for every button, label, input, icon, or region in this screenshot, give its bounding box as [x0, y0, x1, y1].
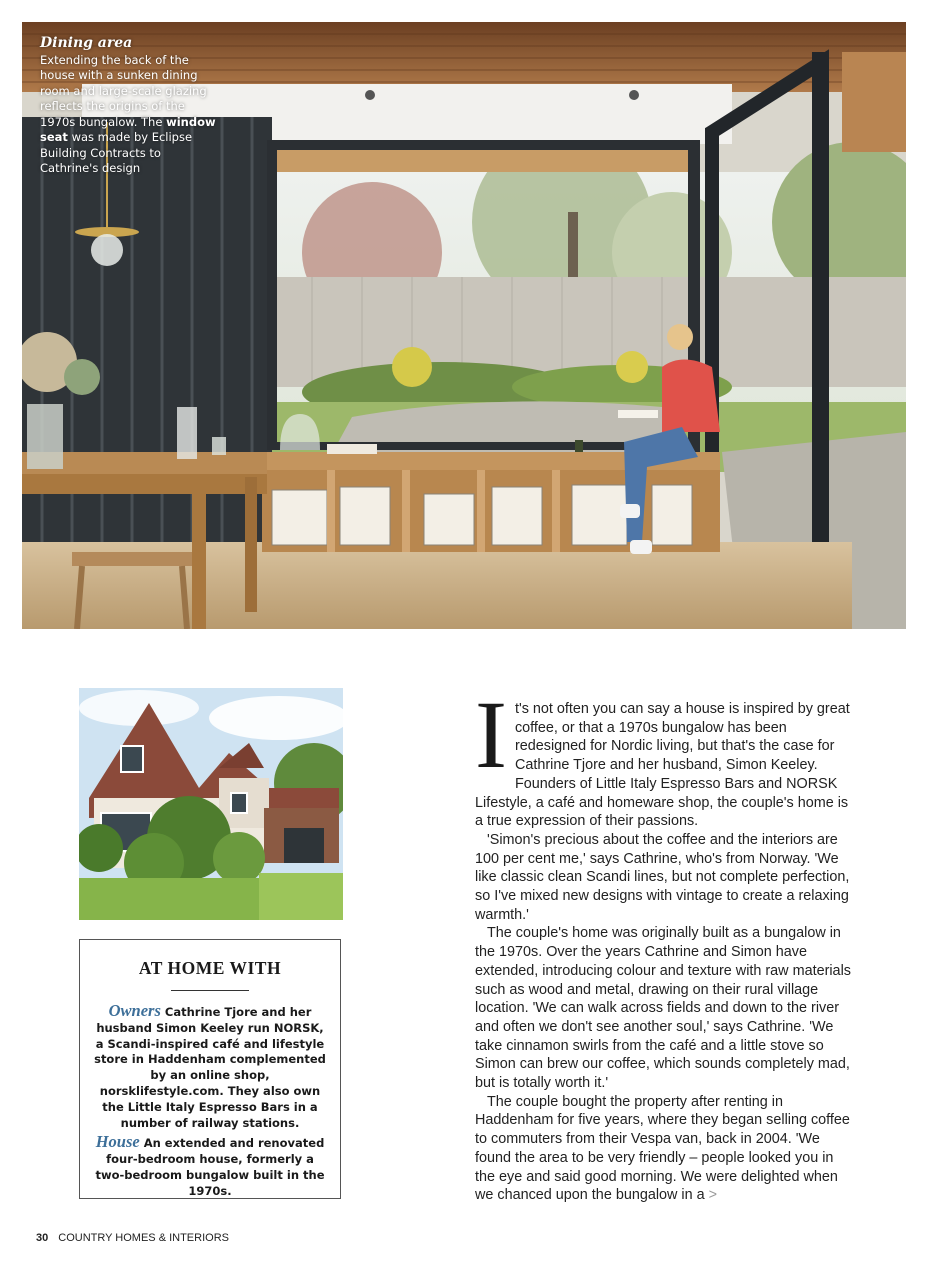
caption-text: Extending the back of the house with a sunken dining room and large-scale glazing reflects the origins of the 1970s bungalow. The	[40, 52, 207, 129]
house-paragraph	[92, 1134, 328, 1199]
page-number: 30	[36, 1232, 49, 1244]
article-paragraph-4	[475, 1093, 855, 1205]
paragraph-4-text: The couple bought the property after renting in Haddenham for five years, where they began selling coffee to commuters from their Vespa van, back in 2004. 'We found the area to be very friendly – people looked you in the eye and said good morning. We were delighted when we chanced upon the bungalow in a	[475, 1093, 850, 1204]
article-paragraph-3: The couple's home was originally built as a bungalow in the 1970s. Over the years Cathrine and Simon have extended, introducing colour and texture with raw materials such as wood and metal, drawing on their rural village location. 'We can walk across fields and down to the river and often we don't see another soul,' says Cathrine. 'We take cinnamon swirls from the café and a little stove so Simon can brew our coffee, which sounds completely mad, but is totally worth it.'	[475, 925, 851, 1092]
divider	[171, 990, 249, 991]
continue-arrow-icon: >	[708, 1187, 718, 1204]
house-text: An extended and renovated four-bedroom house, formerly a two-bedroom bungalow built in the 1970s.	[95, 1136, 325, 1198]
paragraph-1-text: t's not often you can say a house is inspired by great coffee, or that a 1970s bungalow has been redesigned for Nordic living, but that's the case for Cathrine Tjore and her husband, Simon Keeley. Founders of Little Italy Espresso Bars and NORSK Lifestyle, a café and homeware shop, the couple's home is a true expression of their passions.	[475, 701, 850, 830]
caption-title: Dining area	[40, 35, 133, 51]
caption-bold-text: window seat	[40, 114, 216, 144]
house-exterior-photo	[79, 688, 343, 920]
house-illustration	[79, 688, 343, 920]
article-body	[475, 681, 855, 1205]
article-paragraph-2: 'Simon's precious about the coffee and the interiors are 100 per cent me,' says Cathrine, who's from Norway. 'We like classic clean Scandi lines, but not complete perfection, so I've mixed new designs with vintage to create a relaxing warmth.'	[475, 831, 850, 923]
at-home-with-box	[79, 939, 341, 1199]
hero-caption	[40, 36, 220, 177]
house-label: House	[95, 1132, 140, 1152]
hero-photo	[22, 22, 906, 629]
drop-cap: I	[475, 681, 507, 788]
caption-text-end: was made by Eclipse Building Contracts to Cathrine's design	[40, 130, 193, 175]
owners-label: Owners	[108, 1001, 161, 1020]
article-paragraph-1	[475, 681, 855, 831]
owners-paragraph	[92, 1003, 328, 1131]
info-box-title: AT HOME WITH	[138, 958, 282, 978]
owners-text: Cathrine Tjore and her husband Simon Keeley run NORSK, a Scandi-inspired café and lifestyle store in Haddenham complemented by an online shop, norsklifestyle.com. They also own the Little Italy Espresso Bars in a number of railway stations.	[94, 1005, 326, 1130]
magazine-name: COUNTRY HOMES & INTERIORS	[58, 1232, 229, 1244]
page-footer	[36, 1232, 229, 1244]
